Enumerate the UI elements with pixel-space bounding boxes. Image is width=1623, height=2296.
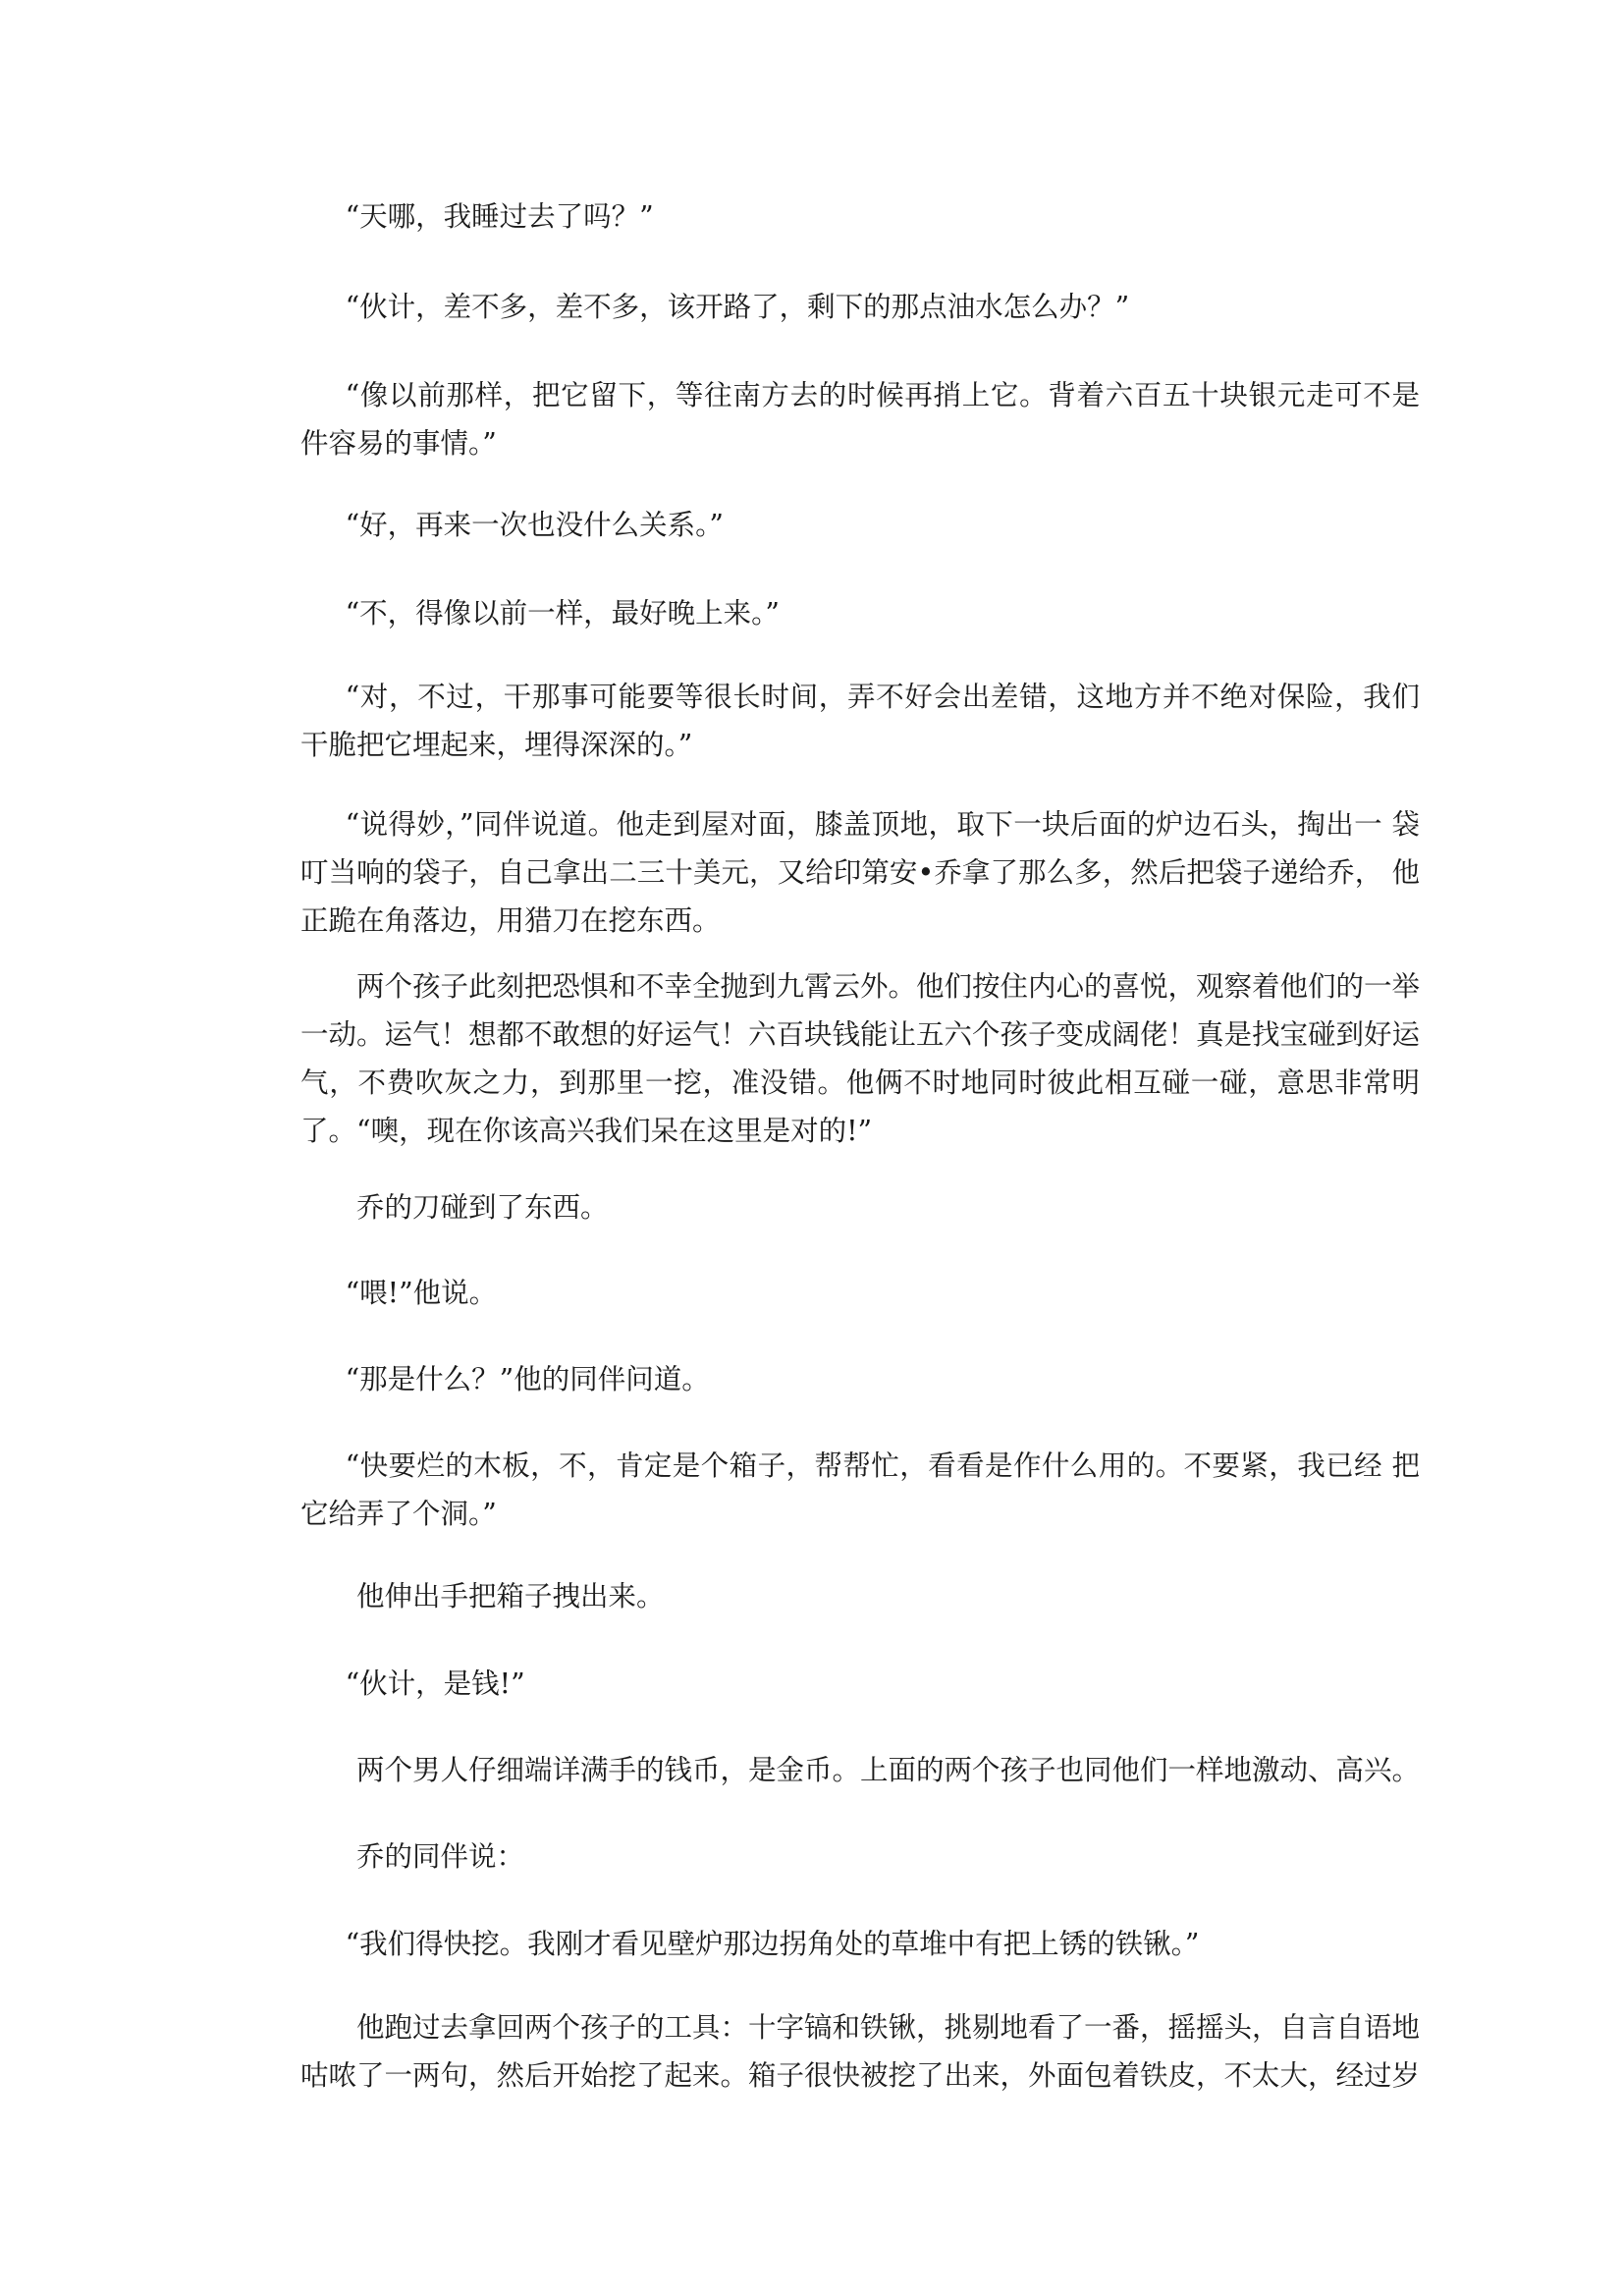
paragraph: “说得妙，”同伴说道。他走到屋对面，膝盖顶地，取下一块后面的炉边石头，掏出一 袋叮当响的袋子，自己拿出二三十美元，又给印第安•乔拿了那么多，然后把袋子递给乔， 他正跪在角落边，用猎刀在挖东西。 [300,808,1420,937]
paragraph: “天哪，我睡过去了吗？” [345,200,654,233]
paragraph: 他伸出手把箱子拽出来。 [356,1580,665,1613]
paragraph: “不，得像以前一样，最好晚上来。” [345,597,780,629]
paragraph: “伙计，是钱!” [345,1667,525,1700]
paragraph: 乔的刀碰到了东西。 [356,1191,609,1224]
paragraph: “好，再来一次也没什么关系。” [345,509,724,541]
paragraph: 两个孩子此刻把恐惧和不幸全抛到九霄云外。他们按住内心的喜悦，观察着他们的一举一动。运气！想都不敢想的好运气！六百块钱能让五六个孩子变成阔佬！真是找宝碰到好运气，不费吹灰之力，到那里一挖，准没错。他俩不时地同时彼此相互碰一碰，意思非常明 了。“噢，现在你该高兴我们呆在这里是对的!” [300,970,1421,1147]
paragraph: 他跑过去拿回两个孩子的工具：十字镐和铁锹，挑剔地看了一番，摇摇头，自言自语地咕哝了一两句，然后开始挖了起来。箱子很快被挖了出来，外面包着铁皮，不太大，经过岁 [300,2011,1421,2092]
paragraph: 两个男人仔细端详满手的钱币，是金币。上面的两个孩子也同他们一样地激动、高兴。 [356,1754,1421,1786]
paragraph: “我们得快挖。我刚才看见壁炉那边拐角处的草堆中有把上锈的铁锹。” [345,1928,1200,1960]
paragraph: “伙计，差不多，差不多，该开路了，剩下的那点油水怎么办？” [345,291,1130,323]
paragraph: “那是什么？”他的同伴问道。 [345,1363,710,1395]
paragraph: “快要烂的木板，不，肯定是个箱子，帮帮忙，看看是作什么用的。不要紧，我已经 把它给弄了个洞。” [300,1449,1420,1530]
paragraph: “对，不过，干那事可能要等很长时间，弄不好会出差错，这地方并不绝对保险，我们干脆把它埋起来，埋得深深的。” [300,681,1420,761]
paragraph: 乔的同伴说： [356,1840,525,1873]
paragraph: “像以前那样，把它留下，等往南方去的时候再捎上它。背着六百五十块银元走可不是件容易的事情。” [300,379,1420,460]
paragraph: “喂!”他说。 [345,1277,498,1309]
